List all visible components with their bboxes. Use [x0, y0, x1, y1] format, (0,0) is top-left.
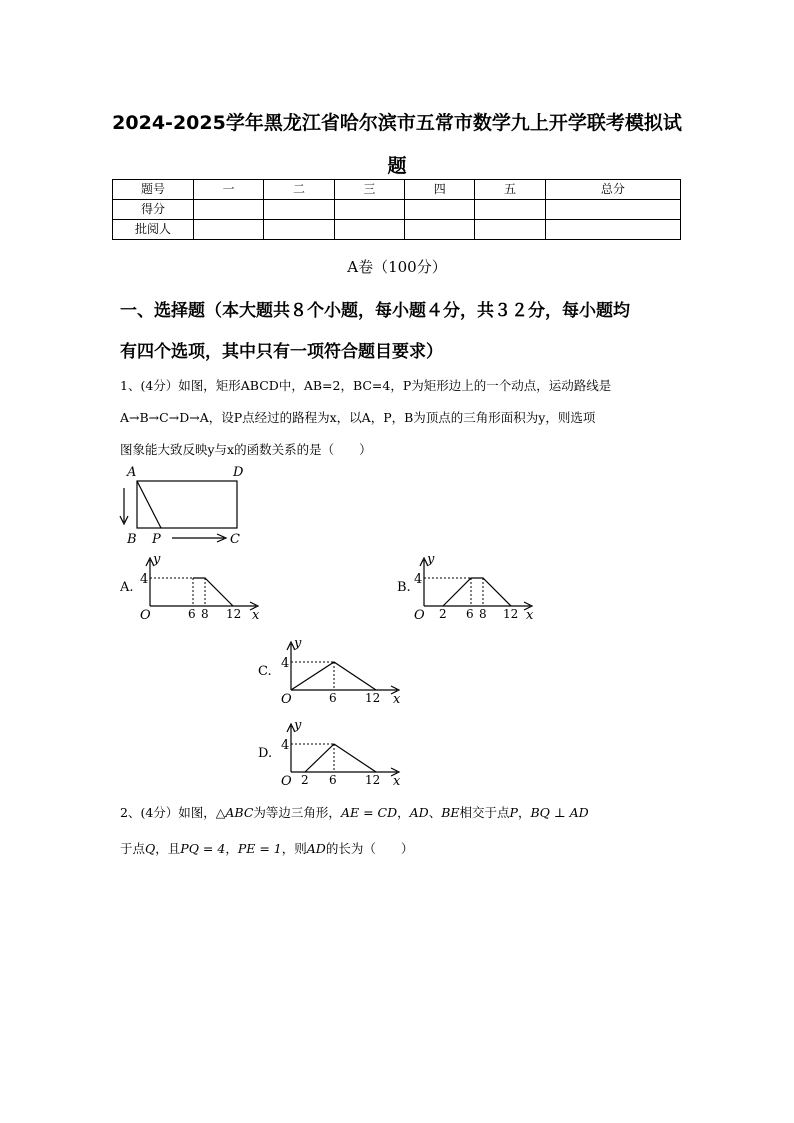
q2-text: 2、(4分）如图， — [120, 805, 216, 820]
q2-text: ，且 — [155, 841, 181, 856]
x-tick-label: 8 — [201, 607, 209, 621]
q1-text-line3: 图象能大致反映y与x的函数关系的是（ ） — [120, 442, 372, 457]
q2-text: 为等边三角形， — [253, 805, 341, 820]
y-tick-label: 4 — [140, 572, 149, 587]
x-tick-label: 6 — [329, 691, 337, 705]
q2-math: Q — [145, 841, 156, 856]
y-tick-label: 4 — [281, 656, 290, 671]
header-cell: 三 — [334, 180, 404, 200]
x-axis-label: x — [393, 692, 401, 706]
q2-text: ， — [517, 805, 531, 820]
score-cell[interactable] — [545, 220, 680, 240]
q2-math: BQ ⊥ AD — [530, 805, 589, 820]
vertex-label-b: B — [127, 532, 137, 547]
vertex-label-c: C — [230, 532, 240, 547]
section-heading-line2: 有四个选项，其中只有一项符合题目要求） — [120, 342, 443, 362]
origin-label: O — [414, 608, 425, 622]
x-tick-label: 6 — [466, 607, 474, 621]
option-b-label[interactable]: B. — [397, 580, 411, 595]
q2-math: PQ = 4 — [180, 841, 226, 856]
x-axis-label: x — [252, 608, 260, 622]
x-tick-label: 12 — [503, 607, 519, 621]
origin-label: O — [281, 774, 292, 788]
row-label-cell: 批阅人 — [113, 220, 194, 240]
option-c-label[interactable]: C. — [258, 664, 272, 679]
header-cell: 五 — [475, 180, 545, 200]
q2-math: P — [509, 805, 518, 820]
paper-part-heading: A卷（100分） — [347, 258, 447, 276]
vertex-label-d: D — [233, 465, 244, 480]
exam-title-line2: 题 — [387, 155, 407, 177]
score-cell[interactable] — [475, 200, 545, 220]
q2-text-line2 — [120, 839, 690, 857]
header-cell: 总分 — [545, 180, 680, 200]
point-label-p: P — [152, 532, 161, 547]
q2-text: 的长为（ ） — [325, 841, 414, 856]
q2-text: 于点 — [120, 841, 146, 856]
q1-text-line2: A→B→C→D→A，设P点经过的路程为x，以A，P，B为顶点的三角形面积为y，则选项 — [120, 410, 596, 425]
x-tick-label: 6 — [329, 773, 337, 787]
score-cell[interactable] — [194, 200, 264, 220]
option-b-graph[interactable] — [412, 550, 542, 622]
score-cell[interactable] — [334, 220, 404, 240]
score-cell[interactable] — [545, 200, 680, 220]
score-cell[interactable] — [405, 220, 475, 240]
score-cell[interactable] — [264, 220, 334, 240]
segment-ap — [137, 481, 161, 528]
score-table-row — [113, 200, 681, 220]
vertex-label-a: A — [127, 465, 137, 480]
q2-math: AD — [306, 841, 326, 856]
score-cell[interactable] — [405, 200, 475, 220]
q2-math: AE = CD — [340, 805, 398, 820]
q2-text: 相交于点 — [459, 805, 510, 820]
y-tick-label: 4 — [414, 572, 423, 587]
row-label-cell: 得分 — [113, 200, 194, 220]
graph-curve — [443, 578, 511, 606]
origin-label: O — [281, 692, 292, 706]
header-cell: 四 — [405, 180, 475, 200]
header-cell: 题号 — [113, 180, 194, 200]
origin-label: O — [140, 608, 151, 622]
score-table — [112, 179, 681, 240]
x-tick-label: 12 — [226, 607, 242, 621]
header-cell: 二 — [264, 180, 334, 200]
score-cell[interactable] — [475, 220, 545, 240]
x-axis-label: x — [526, 608, 534, 622]
x-tick-label: 12 — [365, 773, 381, 787]
q2-text: 、 — [428, 805, 442, 820]
y-axis-label: y — [153, 552, 161, 567]
x-tick-label: 12 — [365, 691, 381, 705]
score-table-header-row — [113, 180, 681, 200]
y-axis-label: y — [427, 552, 435, 567]
q2-text-line1 — [120, 803, 690, 821]
exam-title-line1: 2024-2025学年黑龙江省哈尔滨市五常市数学九上开学联考模拟试 — [112, 112, 682, 134]
q1-text-line1: 1、(4分）如图，矩形ABCD中，AB=2，BC=4，P为矩形边上的一个动点，运动路线是 — [120, 378, 612, 393]
header-cell: 一 — [194, 180, 264, 200]
option-d-label[interactable]: D. — [258, 746, 273, 761]
y-axis-label: y — [294, 718, 302, 733]
q2-text: ， — [397, 805, 410, 820]
q2-math: PE = 1 — [237, 841, 282, 856]
section-heading-line1: 一、选择题（本大题共８个小题，每小题４分，共３２分，每小题均 — [120, 301, 630, 321]
x-axis-label: x — [393, 774, 401, 788]
x-tick-label: 2 — [301, 773, 309, 787]
rectangle-abcd — [137, 481, 237, 528]
score-cell[interactable] — [264, 200, 334, 220]
q2-math: AD — [409, 805, 429, 820]
x-tick-label: 2 — [439, 607, 447, 621]
option-c-graph[interactable] — [279, 634, 409, 706]
q2-text: ， — [225, 841, 238, 856]
option-a-graph[interactable] — [138, 550, 268, 622]
y-tick-label: 4 — [281, 738, 290, 753]
q2-math: △ABC — [215, 805, 254, 820]
option-d-graph[interactable] — [279, 716, 409, 788]
score-cell[interactable] — [194, 220, 264, 240]
rectangle-figure — [112, 460, 262, 550]
x-tick-label: 8 — [479, 607, 487, 621]
graph-curve — [193, 578, 233, 606]
option-a-label[interactable]: A. — [120, 580, 134, 595]
q2-math: BE — [441, 805, 460, 820]
graph-curve — [305, 744, 376, 772]
q2-text: ，则 — [281, 841, 307, 856]
y-axis-label: y — [294, 636, 302, 651]
x-tick-label: 6 — [188, 607, 196, 621]
score-cell[interactable] — [334, 200, 404, 220]
score-table-row — [113, 220, 681, 240]
